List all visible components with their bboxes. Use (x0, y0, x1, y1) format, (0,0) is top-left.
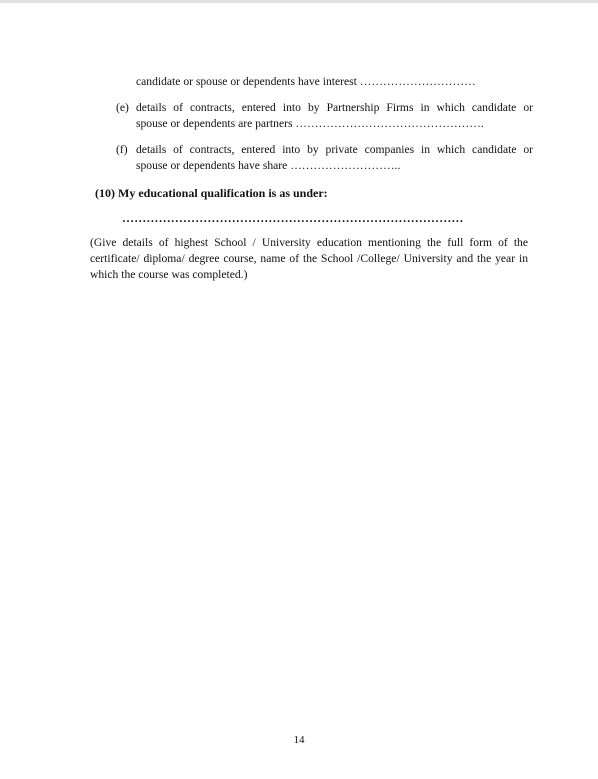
item-d-continuation: candidate or spouse or dependents have interest ………………………… (136, 75, 476, 88)
item-e-line2: spouse or dependents are partners …………………………………………. (136, 117, 484, 130)
item-f-line1: details of contracts, entered into by private companies in which candidate or (136, 143, 533, 156)
item-e-marker: (e) (116, 101, 129, 114)
item-f-line2: spouse or dependents have share ……………………….. (136, 159, 401, 172)
page-number: 14 (293, 734, 305, 746)
qualification-fill-line: ………………………………………………………………………… (122, 211, 464, 225)
item-e-line1: details of contracts, entered into by Partnership Firms in which candidate or (136, 101, 533, 114)
section-10-heading: (10) My educational qualification is as under: (95, 186, 328, 200)
section-10-instructions: (Give details of highest School / University education mentioning the full form of the certificate/ diploma/ degree course, name of the School /College/ University and the year in which the course was completed.) (90, 236, 528, 281)
item-f-marker: (f) (116, 143, 128, 156)
